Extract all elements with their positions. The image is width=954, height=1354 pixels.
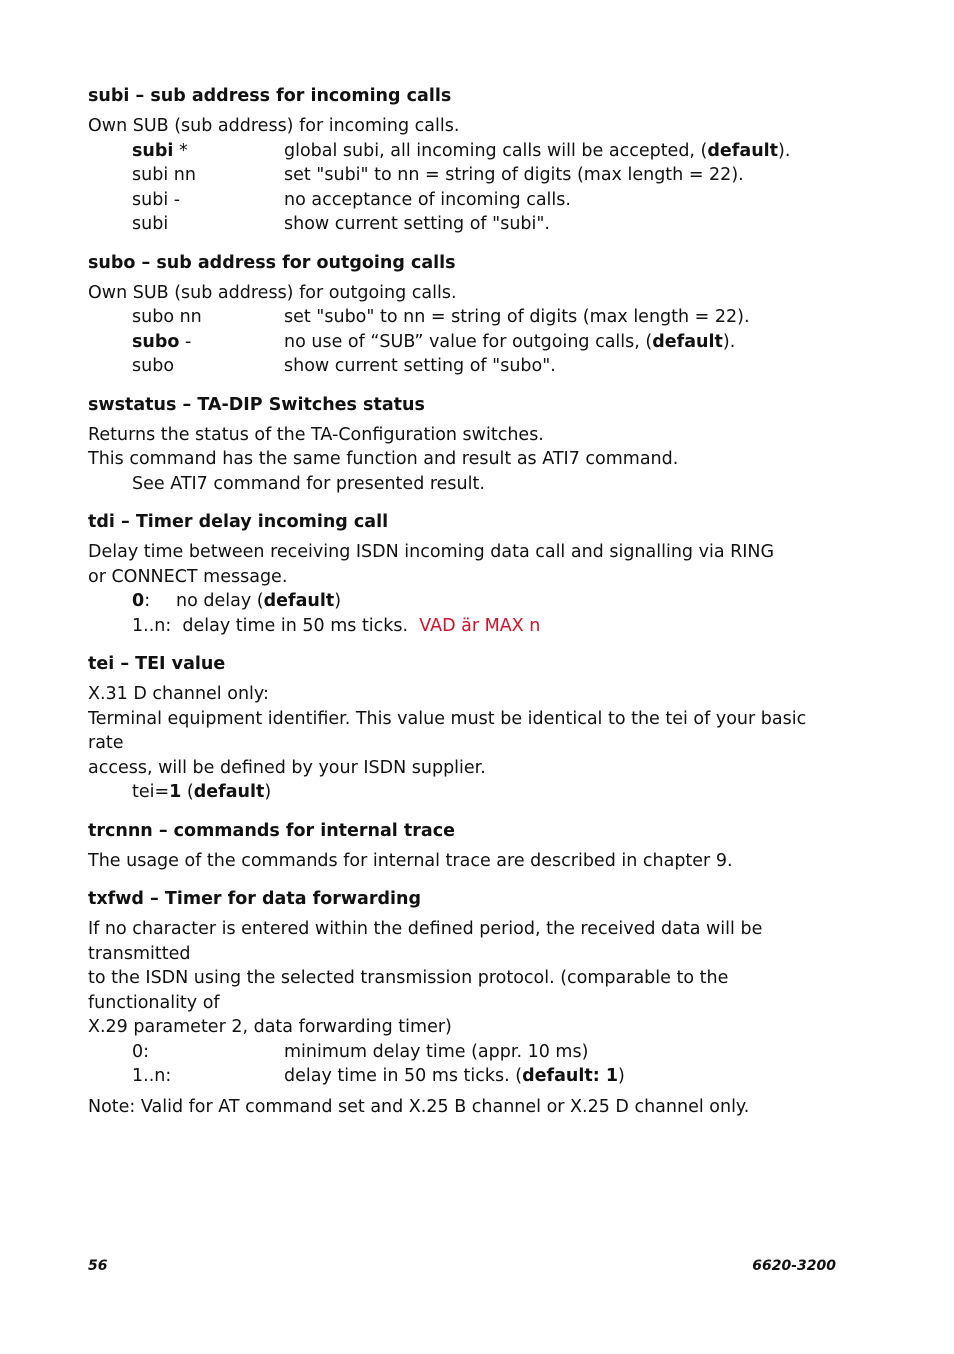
heading-subo: subo – sub address for outgoing calls [88,252,456,273]
section-swstatus [88,393,838,497]
subi-row-default [88,139,838,164]
document-number: 6620-3200 [752,1258,836,1274]
txfwd-line: to the ISDN using the selected transmission protocol. (comparable to the functionality of [88,968,729,1013]
tei-line: Terminal equipment identifier. This value must be identical to the tei of your basic rate [88,708,807,753]
heading-txfwd: txfwd – Timer for data forwarding [88,889,422,909]
txfwd-line: X.29 parameter 2, data forwarding timer) [88,1017,452,1037]
txfwd-note: Note: Valid for AT command set and X.25 B channel or X.25 D channel only. [88,1096,750,1117]
subo-row-nn: subo nn set "subo" to nn = string of digits (max length = 22). [132,307,750,327]
section-subo [88,251,838,379]
heading-tdi: tdi – Timer delay incoming call [88,512,389,532]
tdi-row-n: 1..n: delay time in 50 ms ticks. VAD är MAX n [132,615,541,636]
tei-line: access, will be defined by your ISDN supplier. [88,757,486,778]
tdi-line: or CONNECT message. [88,566,288,587]
subi-row-show: subi show current setting of "subi". [132,214,550,234]
editor-note: VAD är MAX n [419,615,541,636]
subi-intro: Own SUB (sub address) for incoming calls. [88,116,460,136]
heading-trcnnn: trcnnn – commands for internal trace [88,820,455,841]
txfwd-row-n: 1..n: delay time in 50 ms ticks. (default: 1) [132,1066,625,1086]
txfwd-line: If no character is entered within the defined period, the received data will be transmitted [88,919,763,964]
swstatus-line: See ATI7 command for presented result. [132,473,485,494]
section-tdi [88,510,838,638]
section-txfwd [88,887,838,1119]
tdi-line: Delay time between receiving ISDN incoming data call and signalling via RING [88,542,775,562]
section-trcnnn [88,819,838,874]
txfwd-row-0: 0: minimum delay time (appr. 10 ms) [132,1041,589,1062]
subi-row-dash: subi - no acceptance of incoming calls. [132,189,571,210]
section-tei [88,652,838,805]
trcnnn-line: The usage of the commands for internal trace are described in chapter 9. [88,850,733,871]
swstatus-line: Returns the status of the TA-Configuration switches. [88,424,544,445]
heading-swstatus: swstatus – TA-DIP Switches status [88,394,425,415]
subi-row-key: subi * [132,140,188,161]
subi-row-desc: global subi, all incoming calls will be accepted, (default). [284,140,791,161]
document-body [88,84,838,1119]
subi-row-nn: subi nn set "subi" to nn = string of digits (max length = 22). [132,165,744,185]
heading-tei: tei – TEI value [88,654,226,674]
subo-row-default: subo - no use of “SUB” value for outgoing calls, (default). [132,331,736,352]
tdi-row-0: 0: no delay (default) [132,591,342,611]
page-number: 56 [88,1258,108,1274]
tei-default-line: tei=1 (default) [132,782,272,802]
heading-subi: subi – sub address for incoming calls [88,86,452,106]
subo-row-show: subo show current setting of "subo". [132,356,556,376]
tei-line: X.31 D channel only: [88,684,269,704]
subo-intro: Own SUB (sub address) for outgoing calls. [88,282,457,303]
swstatus-line: This command has the same function and result as ATI7 command. [88,449,679,469]
section-subi [88,84,838,237]
